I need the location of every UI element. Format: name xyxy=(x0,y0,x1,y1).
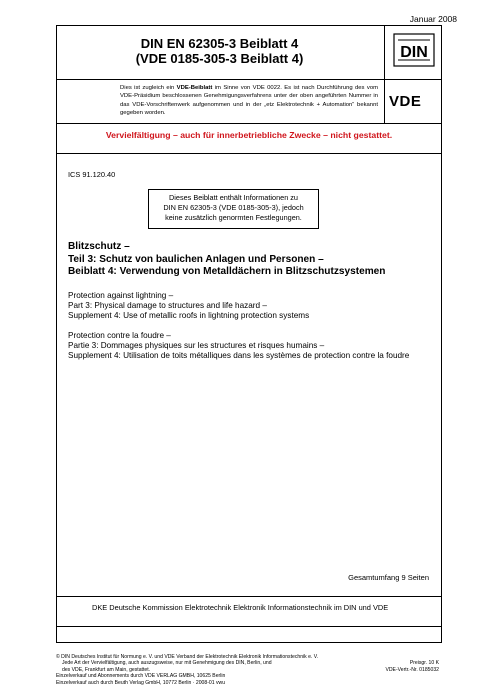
reproduction-warning: Vervielfältigung – auch für innerbetriebliche Zwecke – nicht gestattet. xyxy=(105,130,393,140)
price-info xyxy=(385,654,439,673)
dke-line: DKE Deutsche Kommission Elektrotechnik Elektronik Informationstechnik im DIN und VDE xyxy=(92,603,389,612)
din-logo xyxy=(393,33,435,67)
vde-note: Dies ist zugleich ein VDE-Beiblatt im Sinne von VDE 0022. Es ist nach Durchführung des vom VDE-Präsidium beschlossenen Genehmigungsverfahrens unter der oben angeführten Nummer in das VDE-Vorschriftenwerk aufgenommen und in der „etz Elektrotechnik + Automation“ bekannt gegeben worden. xyxy=(120,85,378,116)
info-box: Dieses Beiblatt enthält Informationen zu DIN EN 62305-3 (VDE 0185-305-3), jedoch keine zusätzlich genormten Festlegungen. xyxy=(148,189,319,229)
german-title: Blitzschutz – Teil 3: Schutz von baulichen Anlagen und Personen – Beiblatt 4: Verwendung von Metalldächern in Blitzschutzsystemen xyxy=(68,241,386,277)
din-logo-text: DIN xyxy=(400,44,428,61)
vde-logo: VDE xyxy=(389,93,422,110)
english-title: Protection against lightning – Part 3: Physical damage to structures and life hazard – Supplement 4: Use of metallic roofs in lightning protection systems xyxy=(68,291,310,320)
french-title: Protection contre la foudre – Partie 3: Dommages physiques sur les structures et risques humains – Supplement 4: Utilisation de toits métalliques dans les systèmes de protection contre la foudre xyxy=(68,331,410,360)
footer-divider xyxy=(57,626,441,627)
warning-divider-top xyxy=(57,123,441,124)
warning-divider-bottom xyxy=(57,153,441,154)
publication-date: Januar 2008 xyxy=(409,14,457,24)
document-title xyxy=(56,36,383,66)
price-group: Preisgr. 10 K xyxy=(409,660,439,667)
copyright-footer: © DIN Deutsches Institut für Normung e. V. und VDE Verband der Elektrotechnik Elektronik Informationstechnik e. V. Jede Art der Vervielfältigung, auch auszugsweise, nur mit Genehmigung des DIN, Berlin, und des VDE, Frankfurt am Main, gestattet. Einzelverkauf und Abonnements durch VDE VERLAG GMBH, 10625 Berlin Einzelverkauf auch durch Beuth Verlag GmbH, 10772 Berlin · 2008-01 vwu xyxy=(56,654,319,686)
standard-number: DIN EN 62305-3 Beiblatt 4 xyxy=(140,36,299,51)
total-pages: Gesamtumfang 9 Seiten xyxy=(348,573,429,582)
vde-order-number: VDE-Vertr.-Nr. 0185032 xyxy=(385,666,439,673)
logo-column-divider xyxy=(384,26,385,123)
vde-number: (VDE 0185-305-3 Beiblatt 4) xyxy=(135,51,304,66)
ics-code: ICS 91.120.40 xyxy=(68,170,116,179)
dke-divider xyxy=(57,596,441,597)
